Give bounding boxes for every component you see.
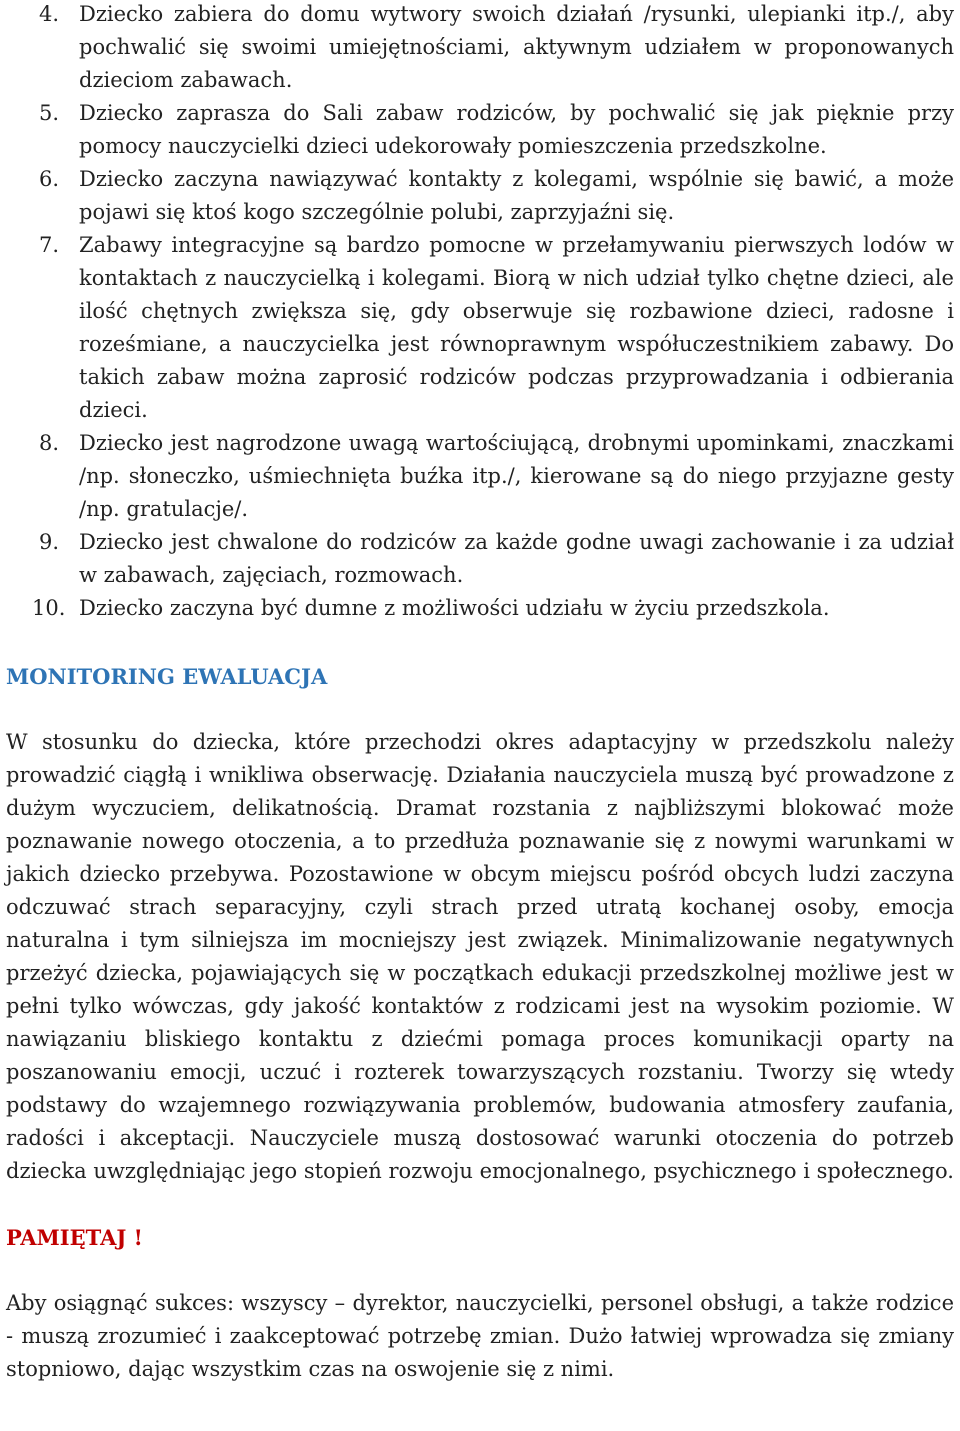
list-item-number: 8. (39, 431, 60, 455)
spacer (6, 693, 954, 726)
numbered-list (6, 0, 954, 625)
list-item-text: Dziecko zaczyna być dumne z możliwości udziału w życiu przedszkola. (79, 596, 830, 620)
list-item (6, 592, 954, 625)
list-item-text: Dziecko zaprasza do Sali zabaw rodziców, by pochwalić się jak pięknie przy pomocy nauczycielki dzieci udekorowały pomieszczenia przedszkolne. (79, 101, 954, 158)
list-item (6, 163, 954, 229)
list-item-text: Dziecko jest nagrodzone uwagą wartościującą, drobnymi upominkami, znaczkami /np. słoneczko, uśmiechnięta buźka itp./, kierowane są do niego przyjazne gesty /np. gratulacje/. (79, 431, 954, 521)
list-item (6, 229, 954, 427)
remember-paragraph: Aby osiągnąć sukces: wszyscy – dyrektor, nauczycielki, personel obsługi, a także rodzice - muszą zrozumieć i zaakceptować potrzebę zmian. Dużo łatwiej wprowadza się zmiany stopniowo, dając wszystkim czas na oswojenie się z nimi. (6, 1291, 954, 1381)
list-item-number: 10. (32, 596, 66, 620)
list-item (6, 427, 954, 526)
remember-heading: PAMIĘTAJ ! (6, 1225, 143, 1250)
spacer (6, 1254, 954, 1287)
list-item-number: 9. (39, 530, 60, 554)
list-item (6, 97, 954, 163)
list-item-number: 7. (39, 233, 60, 257)
list-item (6, 526, 954, 592)
list-item-number: 4. (39, 2, 60, 26)
monitoring-heading: MONITORING EWALUACJA (6, 664, 328, 689)
list-item-text: Dziecko zabiera do domu wytwory swoich działań /rysunki, ulepianki itp./, aby pochwalić się swoimi umiejętnościami, aktywnym udziałem w proponowanych dzieciom zabawach. (79, 2, 954, 92)
monitoring-paragraph: W stosunku do dziecka, które przechodzi okres adaptacyjny w przedszkolu należy prowadzić ciągłą i wnikliwa obserwację. Działania nauczyciela muszą być prowadzone z dużym wyczuciem, delikatnością. Dramat rozstania z najbliższymi blokować może poznawanie nowego otoczenia, a to przedłuża poznawanie się z nowymi warunkami w jakich dziecko przebywa. Pozostawione w obcym miejscu pośród obcych ludzi zaczyna odczuwać strach separacyjny, czyli strach przed utratą kochanej osoby, emocja naturalna i tym silniejsza im mocniejszy jest związek. Minimalizowanie negatywnych przeżyć dziecka, pojawiających się w początkach edukacji przedszkolnej możliwe jest w pełni tylko wówczas, gdy jakość kontaktów z rodzicami jest na wysokim poziomie. W nawiązaniu bliskiego kontaktu z dziećmi pomaga proces komunikacji oparty na poszanowaniu emocji, uczuć i rozterek towarzyszących rozstaniu. Tworzy się wtedy podstawy do wzajemnego rozwiązywania problemów, budowania atmosfery zaufania, radości i akceptacji. Nauczyciele muszą dostosować warunki otoczenia do potrzeb dziecka uwzględniając jego stopień rozwoju emocjonalnego, psychicznego i społecznego. (6, 730, 954, 1183)
list-item-text: Dziecko zaczyna nawiązywać kontakty z kolegami, wspólnie się bawić, a może pojawi się ktoś kogo szczególnie polubi, zaprzyjaźni się. (79, 167, 954, 224)
list-item-text: Zabawy integracyjne są bardzo pomocne w przełamywaniu pierwszych lodów w kontaktach z nauczycielką i kolegami. Biorą w nich udział tylko chętne dzieci, ale ilość chętnych zwiększa się, gdy obserwuje się rozbawione dzieci, radosne i roześmiane, a nauczycielka jest równoprawnym współuczestnikiem zabawy. Do takich zabaw można zaprosić rodziców podczas przyprowadzania i odbierania dzieci. (79, 233, 954, 422)
list-item-number: 6. (39, 167, 60, 191)
list-item-number: 5. (39, 101, 60, 125)
list-item-text: Dziecko jest chwalone do rodziców za każde godne uwagi zachowanie i za udział w zabawach, zajęciach, rozmowach. (79, 530, 954, 587)
list-item (6, 0, 954, 97)
